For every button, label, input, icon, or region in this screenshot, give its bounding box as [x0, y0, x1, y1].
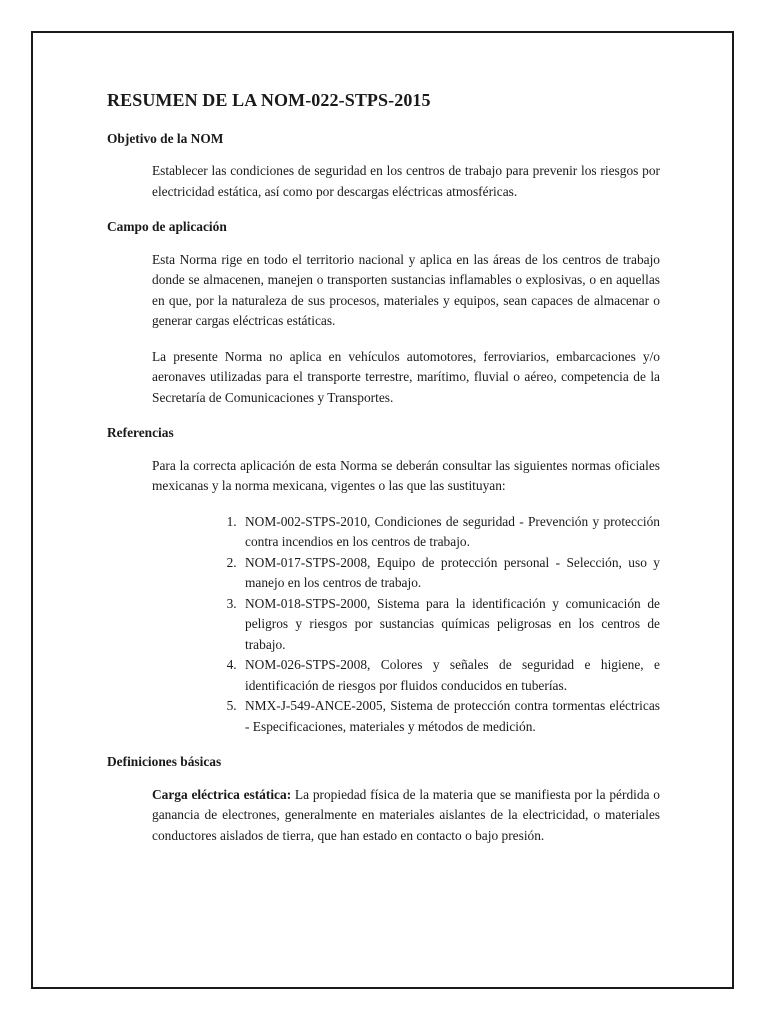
- section-campo-de-aplicacion: [107, 217, 660, 408]
- section-objetivo: [107, 129, 660, 203]
- section-heading: Objetivo de la NOM: [107, 130, 224, 146]
- definition-term: Carga eléctrica estática:: [152, 786, 292, 802]
- list-item: 2. NOM-017-STPS-2008, Equipo de protección personal - Selección, uso y manejo en los centros de trabajo.: [240, 553, 660, 594]
- document-body: [107, 90, 660, 861]
- list-item: 1. NOM-002-STPS-2010, Condiciones de seguridad - Prevención y protección contra incendios en los centros de trabajo.: [240, 512, 660, 553]
- list-item: 5. NMX-J-549-ANCE-2005, Sistema de protección contra tormentas eléctricas - Especificaciones, materiales y métodos de medición.: [240, 696, 660, 737]
- definition-paragraph: [107, 785, 660, 847]
- paragraph: La presente Norma no aplica en vehículos automotores, ferroviarios, embarcaciones y/o aeronaves utilizadas para el transporte terrestre, marítimo, fluvial o aéreo, competencia de la Secretaría de Comunicaciones y Transportes.: [152, 348, 660, 405]
- paragraph: Para la correcta aplicación de esta Norma se deberán consultar las siguientes normas oficiales mexicanas y la norma mexicana, vigentes o las que las sustituyan:: [152, 457, 660, 493]
- section-referencias: [107, 423, 660, 737]
- paragraph: Establecer las condiciones de seguridad en los centros de trabajo para prevenir los riesgos por electricidad estática, así como por descargas eléctricas atmosféricas.: [152, 163, 660, 199]
- section-heading: Definiciones básicas: [107, 754, 222, 769]
- section-heading: Referencias: [107, 425, 174, 440]
- document-title: RESUMEN DE LA NOM-022-STPS-2015: [107, 90, 431, 110]
- paragraph: Esta Norma rige en todo el territorio nacional y aplica en las áreas de los centros de trabajo donde se almacenen, manejen o transporten sustancias inflamables o explosivas, o en aquellas en que, por la naturaleza de sus procesos, materiales y equipos, sean capaces de almacenar o generar cargas eléctricas estáticas.: [152, 251, 660, 328]
- list-item: 4. NOM-026-STPS-2008, Colores y señales de seguridad e higiene, e identificación de riesgos por fluidos conducidos en tuberías.: [240, 655, 660, 696]
- definition-text: La propiedad física de la materia que se manifiesta por la pérdida o ganancia de electrones, generalmente en materiales aislantes de la electricidad, o materiales conductores aislados de tierra, que han estado en contacto o bajo presión.: [152, 786, 660, 843]
- list-item: 3. NOM-018-STPS-2000, Sistema para la identificación y comunicación de peligros y riesgos por sustancias químicas peligrosas en los centros de trabajo.: [240, 594, 660, 656]
- section-definiciones-basicas: [107, 752, 660, 846]
- section-heading: Campo de aplicación: [107, 219, 227, 234]
- references-list: [107, 512, 660, 738]
